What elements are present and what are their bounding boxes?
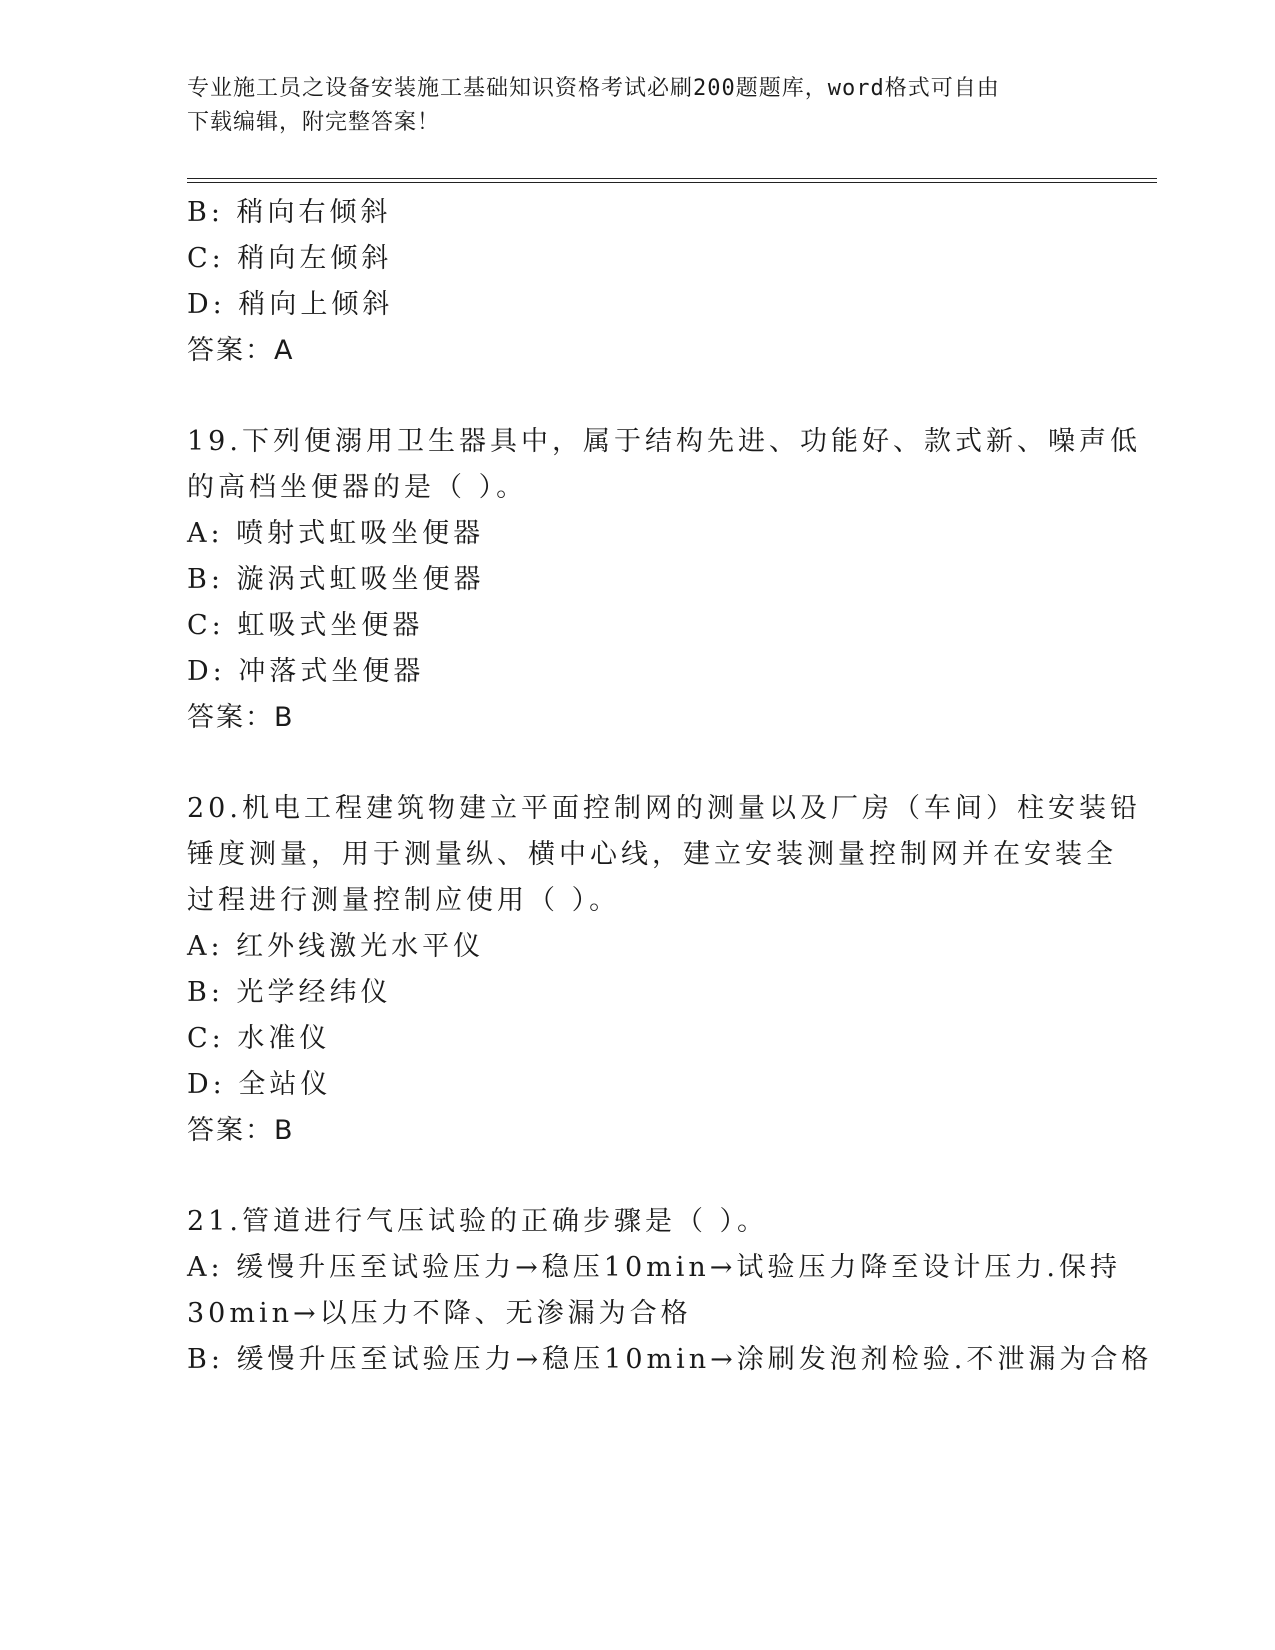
option-a: A: 缓慢升压至试验压力→稳压10min→试验压力降至设计压力.保持 <box>187 1252 1121 1283</box>
option-d: D: 冲落式坐便器 <box>187 656 425 687</box>
question-text: 20.机电工程建筑物建立平面控制网的测量以及厂房（车间）柱安装铅 <box>187 793 1141 824</box>
answer: 答案：A <box>187 335 295 366</box>
header-divider <box>187 178 1157 183</box>
option-d: D: 稍向上倾斜 <box>187 289 394 320</box>
question-text: 锤度测量，用于测量纵、横中心线，建立安装测量控制网并在安装全 <box>187 839 1117 870</box>
header-line-2: 下载编辑，附完整答案！ <box>187 110 441 135</box>
spacer <box>187 374 1087 419</box>
option-c: C: 水准仪 <box>187 1023 331 1054</box>
question-text: 过程进行测量控制应使用（ ）。 <box>187 885 621 916</box>
question-19 <box>187 419 1141 741</box>
option-b: B: 漩涡式虹吸坐便器 <box>187 564 485 595</box>
option-a-continued: 30min→以压力不降、无渗漏为合格 <box>187 1298 692 1329</box>
option-b: B: 光学经纬仪 <box>187 977 392 1008</box>
question-text: 21.管道进行气压试验的正确步骤是（ ）。 <box>187 1206 769 1237</box>
question-text: 的高档坐便器的是（ ）。 <box>187 472 528 503</box>
header-line-1: 专业施工员之设备安装施工基础知识资格考试必刷200题题库，word格式可自由 <box>187 76 1000 101</box>
option-a: A: 红外线激光水平仪 <box>187 931 485 962</box>
option-c: C: 稍向左倾斜 <box>187 243 393 274</box>
answer: 答案：B <box>187 702 295 733</box>
spacer <box>187 1154 1087 1199</box>
question-text: 19.下列便溺用卫生器具中，属于结构先进、功能好、款式新、噪声低 <box>187 426 1141 457</box>
question-list <box>187 190 1153 1383</box>
answer: 答案：B <box>187 1115 295 1146</box>
option-c: C: 虹吸式坐便器 <box>187 610 424 641</box>
option-b: B: 缓慢升压至试验压力→稳压10min→涂刷发泡剂检验.不泄漏为合格 <box>187 1344 1153 1375</box>
question-21 <box>187 1199 1153 1383</box>
option-d: D: 全站仪 <box>187 1069 332 1100</box>
question-20 <box>187 786 1141 1154</box>
option-a: A: 喷射式虹吸坐便器 <box>187 518 485 549</box>
question-18-partial <box>187 190 1087 374</box>
document-header <box>187 72 1087 140</box>
option-b: B: 稍向右倾斜 <box>187 197 392 228</box>
spacer <box>187 741 1087 786</box>
